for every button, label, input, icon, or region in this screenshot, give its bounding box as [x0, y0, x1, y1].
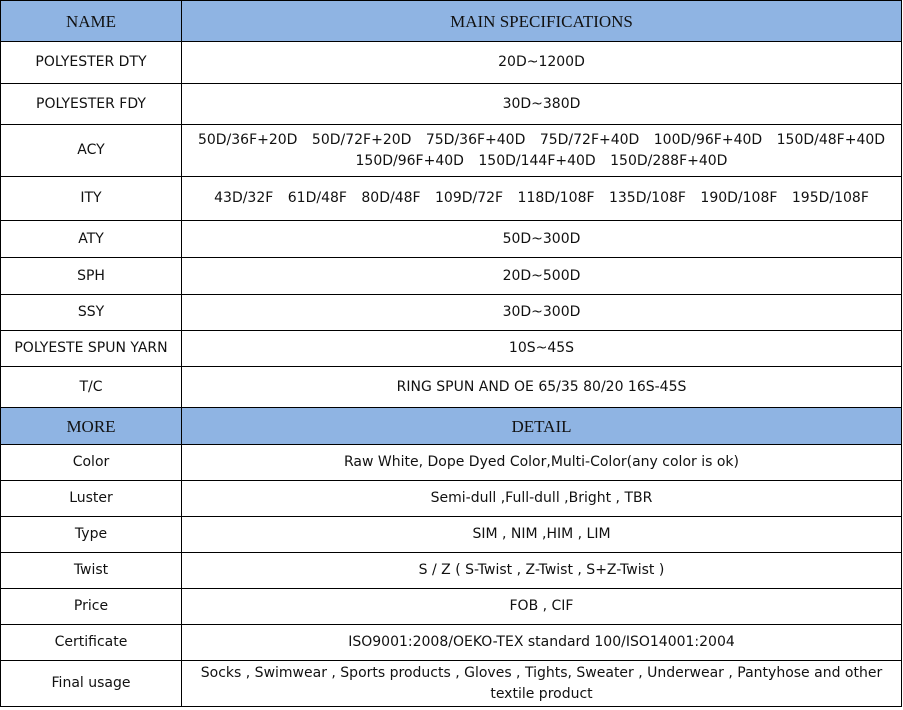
header-main-specifications: MAIN SPECIFICATIONS: [182, 1, 902, 42]
table-row: [1, 661, 902, 707]
product-spec: 50D~300D: [182, 221, 902, 258]
product-spec: 20D~500D: [182, 258, 902, 295]
detail-value: S / Z ( S-Twist , Z-Twist , S+Z-Twist ): [182, 553, 902, 589]
detail-value: Socks , Swimwear , Sports products , Gloves , Tights, Sweater , Underwear , Pantyhose and other textile product: [182, 661, 902, 707]
product-spec: 30D~380D: [182, 84, 902, 125]
product-name: SSY: [1, 295, 182, 331]
table-row: [1, 331, 902, 367]
product-spec: RING SPUN AND OE 65/35 80/20 16S-45S: [182, 367, 902, 408]
table-row: [1, 42, 902, 84]
table-row: [1, 481, 902, 517]
product-name: POLYESTER FDY: [1, 84, 182, 125]
product-name: POLYESTE SPUN YARN: [1, 331, 182, 367]
detail-name: Color: [1, 445, 182, 481]
table-row: [1, 445, 902, 481]
table-row: [1, 295, 902, 331]
table-row: [1, 589, 902, 625]
detail-name: Twist: [1, 553, 182, 589]
detail-name: Luster: [1, 481, 182, 517]
detail-value: ISO9001:2008/OEKO-TEX standard 100/ISO14001:2004: [182, 625, 902, 661]
detail-value: SIM , NIM ,HIM , LIM: [182, 517, 902, 553]
header-row-more: [1, 408, 902, 445]
detail-name: Type: [1, 517, 182, 553]
product-spec: 30D~300D: [182, 295, 902, 331]
product-name: ATY: [1, 221, 182, 258]
table-row: [1, 84, 902, 125]
table-row: [1, 517, 902, 553]
detail-name: Price: [1, 589, 182, 625]
detail-name: Certificate: [1, 625, 182, 661]
product-spec: 20D~1200D: [182, 42, 902, 84]
product-spec: [182, 125, 902, 177]
table-row: [1, 258, 902, 295]
table-row: [1, 221, 902, 258]
header-name: NAME: [1, 1, 182, 42]
product-name: SPH: [1, 258, 182, 295]
product-spec: 10S~45S: [182, 331, 902, 367]
table-row: [1, 367, 902, 408]
table-row: [1, 125, 902, 177]
detail-value: Raw White, Dope Dyed Color,Multi-Color(any color is ok): [182, 445, 902, 481]
table-row: [1, 177, 902, 221]
product-name: ACY: [1, 125, 182, 177]
detail-name: Final usage: [1, 661, 182, 707]
header-row-main: [1, 1, 902, 42]
table-row: [1, 553, 902, 589]
product-name: ITY: [1, 177, 182, 221]
product-spec-line: 50D/36F+20D 50D/72F+20D 75D/36F+40D 75D/72F+40D 100D/96F+40D 150D/48F+40D: [197, 131, 886, 148]
product-spec: 43D/32F 61D/48F 80D/48F 109D/72F 118D/108F 135D/108F 190D/108F 195D/108F: [182, 177, 902, 221]
header-detail: DETAIL: [182, 408, 902, 445]
detail-value: Semi-dull ,Full-dull ,Bright , TBR: [182, 481, 902, 517]
header-more: MORE: [1, 408, 182, 445]
table-row: [1, 625, 902, 661]
detail-value: FOB , CIF: [182, 589, 902, 625]
product-name: T/C: [1, 367, 182, 408]
product-name: POLYESTER DTY: [1, 42, 182, 84]
product-spec-line: 150D/96F+40D 150D/144F+40D 150D/288F+40D: [355, 152, 728, 169]
